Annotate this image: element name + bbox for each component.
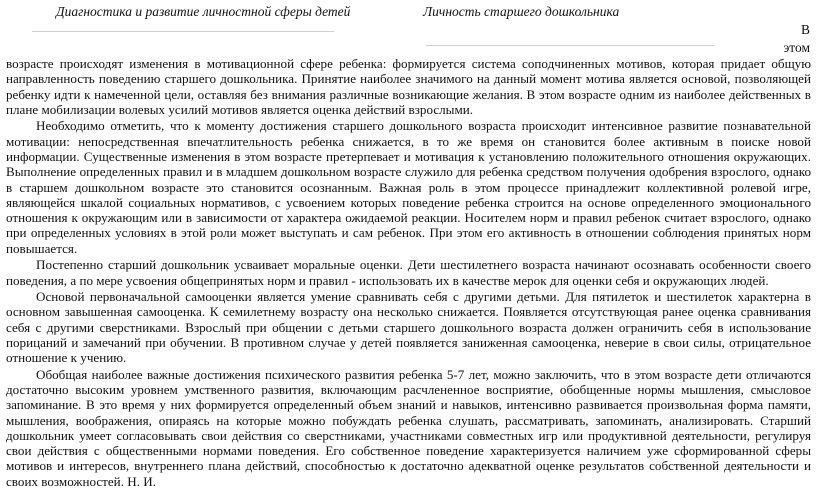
paragraph-3: Постепенно старший дошкольник усваивает моральные оценки. Дети шестилетнего возраста начинают осознавать особенности своего поведения, а по мере усвоения общепринятых норм и правил - использовать их в качестве мерок для оценки себя и окружающих людей. (6, 257, 811, 288)
paragraph-1: возрасте происходят изменения в мотивационной сфере ребенка: формируется система соподчиненных мотивов, которая придает общую направленность поведению старшего дошкольника. Принятие наиболее значимого на данный момент мотива является основой, позволяющей ребенку идти к намеченной цели, оставляя без внимания различные возникающие желания. В этом возрасте одним из наиболее действенных в плане мобилизации волевых усилий мотивов является оценка действий взрослыми. (6, 56, 811, 117)
document-body (6, 56, 811, 489)
header-left-divider (32, 31, 334, 32)
paragraph-2: Необходимо отметить, что к моменту достижения старшего дошкольного возраста происходит интенсивное развитие познавательной мотивации: непосредственная впечатлительность ребенка снижается, в то же время он становится более активным в поиске новой информации. Существенные изменения в этом возрасте претерпевает и мотивация к установлению положительного отношения окружающих. Выполнение определенных правил и в младшем дошкольном возрасте служило для ребенка средством получения одобрения взрослого, однако в старшем дошкольном возрасте это становится осознанным. Важная роль в этом процессе принадлежит коллективной ролевой игре, являющейся шкалой социальных нормативов, с усвоением которых поведение ребенка строится на основе определенного эмоционального отношения к окружающим или в зависимости от характера ожидаемой реакции. Носителем норм и правил ребенок считает взрослого, однако при определенных условиях в этой роли может выступать и сам ребенок. При этом его активность в отношении соблюдения принятых норм повышается. (6, 118, 811, 256)
paragraph-5: Обобщая наиболее важные достижения психического развития ребенка 5-7 лет, можно заключить, что в этом возрасте дети отличаются достаточно высоким уровнем умственного развития, включающим расчлененное восприятие, обобщенные нормы мышления, смысловое запоминание. В это время у них формируется определенный объем знаний и навыков, интенсивно развивается произвольная форма памяти, мышления, воображения, опираясь на которые можно побуждать ребенка слушать, рассматривать, запоминать, анализировать. Старший дошкольник умеет согласовывать свои действия со сверстниками, участниками совместных игр или продуктивной деятельности, регулируя свои действия с общественными нормами поведения. Его собственное поведение характеризуется наличием уже сформированной сферы мотивов и интересов, внутреннего плана действий, способностью к достаточно адекватной оценке результатов собственной деятельности и своих возможностей. Н. И. (6, 366, 811, 489)
header-right-divider (426, 45, 714, 46)
carryover-word-2: этом (783, 40, 810, 55)
header-left-title: Диагностика и развитие личностной сферы детей (56, 4, 351, 19)
paragraph-4: Основой первоначальной самооценки является умение сравнивать себя с другими детьми. Для пятилеток и шестилеток характерна в основном завышенная самооценка. К семилетнему возрасту она несколько снижается. Появляется отсутствующая ранее оценка сравнивания себя с другими сверстниками. Взрослый при общении с детьми старшего дошкольного возраста должен ограничить себя в использование порицаний и замечаний при обучении. В противном случае у детей появляется заниженная самооценка, неверие в свои силы, отрицательное отношение к учению. (6, 289, 811, 366)
header-right-title: Личность старшего дошкольника (423, 4, 620, 19)
carryover-word-1: В (800, 22, 810, 37)
